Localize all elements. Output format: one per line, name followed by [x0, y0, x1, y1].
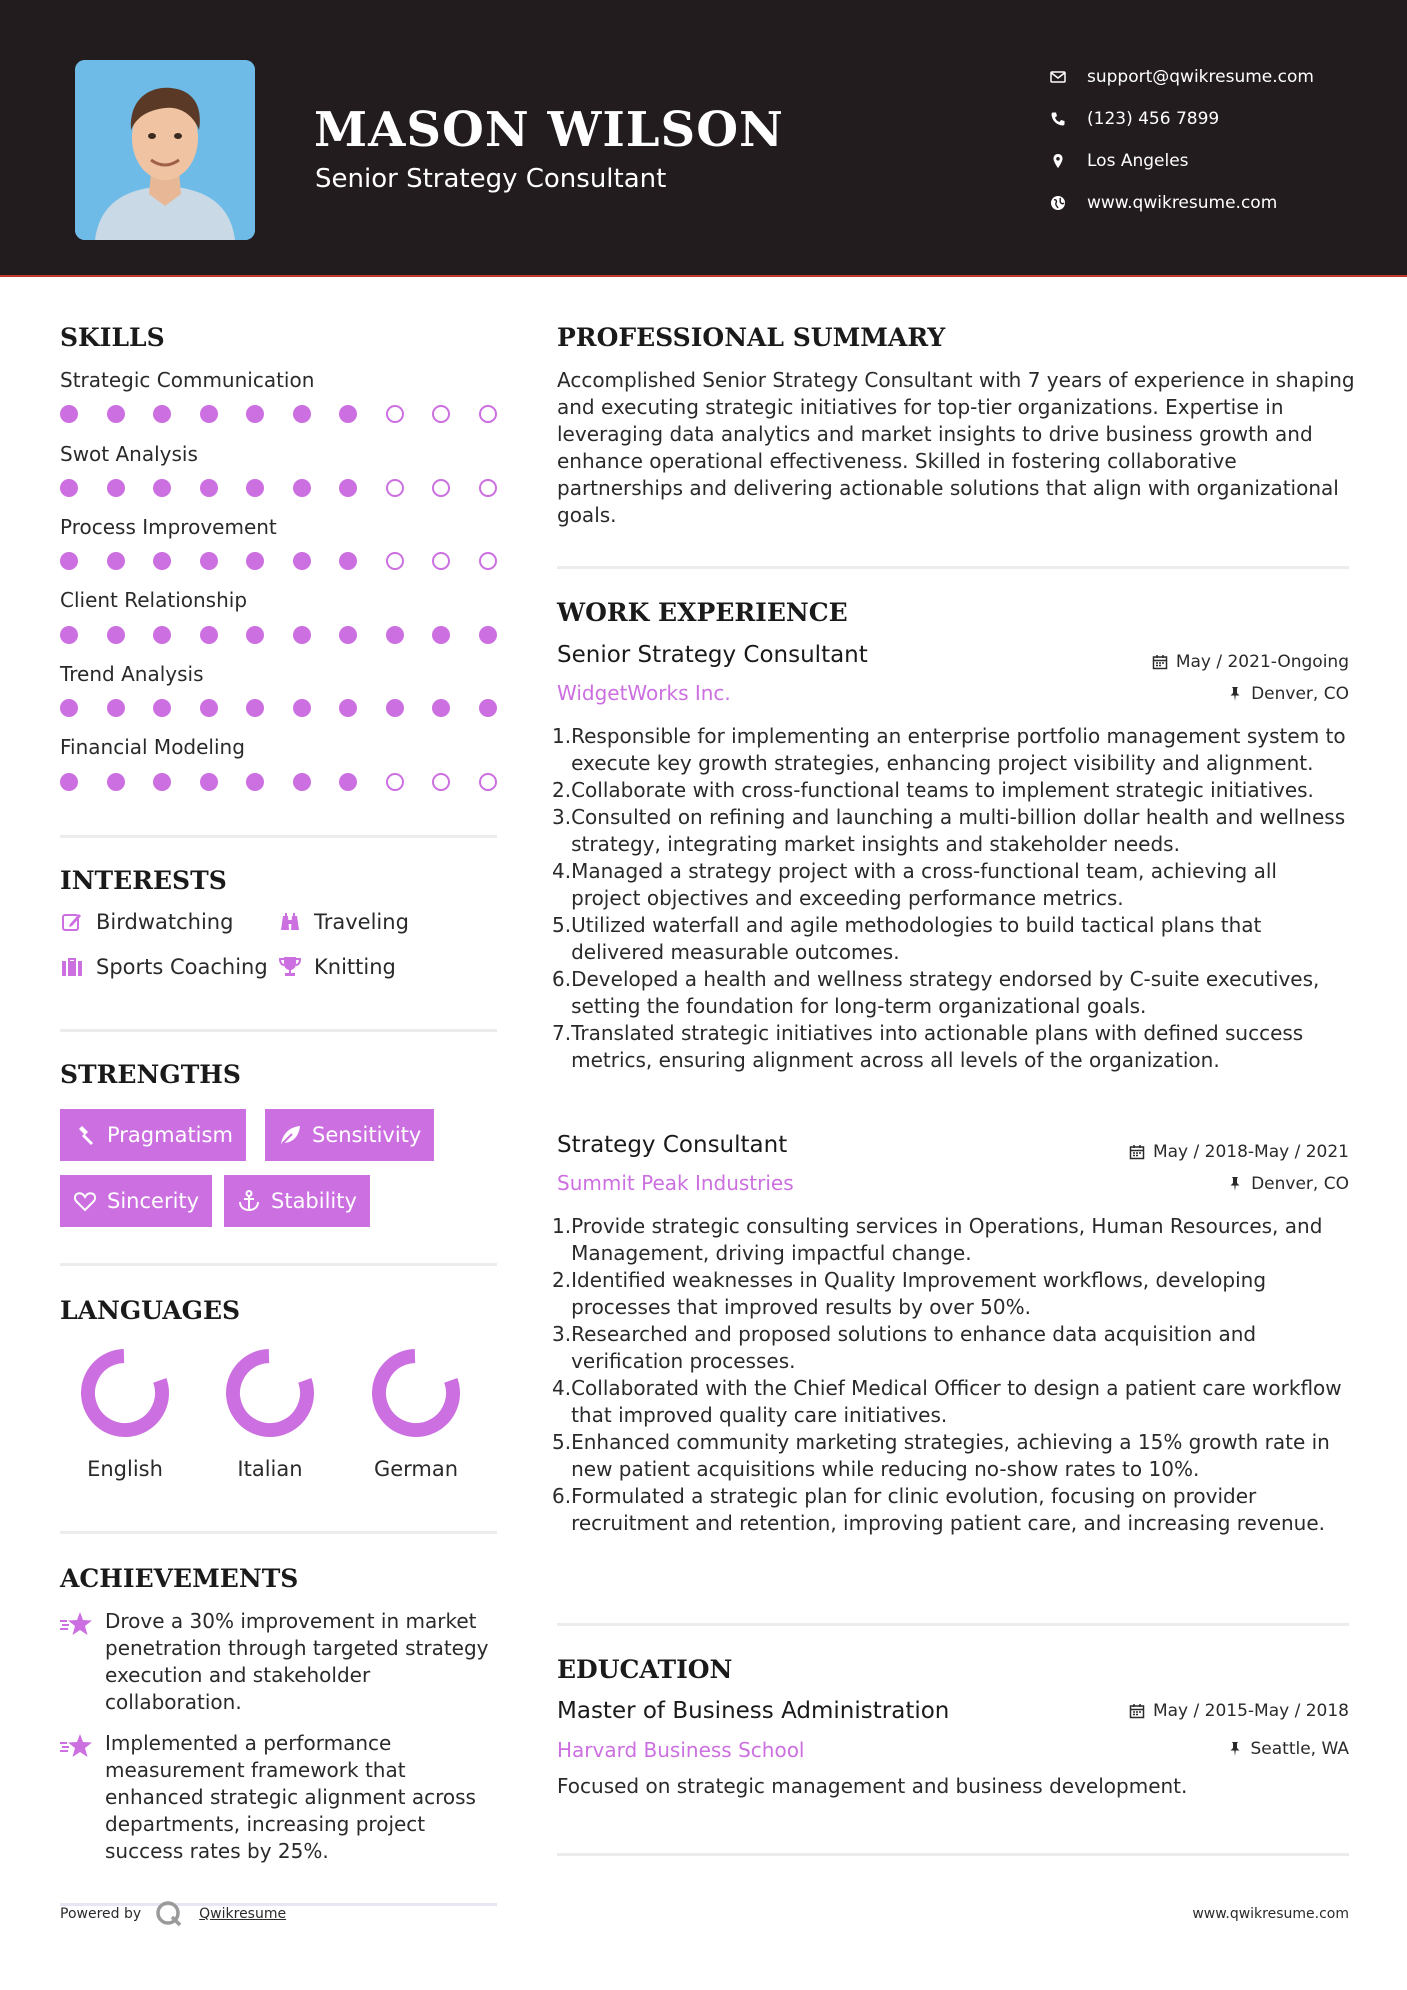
section-divider: [557, 1623, 1349, 1626]
candidate-title: Senior Strategy Consultant: [315, 164, 667, 194]
job-bullet: [552, 1483, 1352, 1537]
skill-rating: [60, 479, 500, 499]
job-location: [1227, 684, 1349, 704]
achievement-item: [60, 1730, 497, 1865]
language-item: [60, 1347, 190, 1481]
job-bullet: [552, 1020, 1352, 1074]
bullet-number: 5.: [552, 1430, 572, 1454]
rating-dot-filled: [339, 552, 357, 570]
rating-dot-filled: [107, 699, 125, 717]
company-name: WidgetWorks Inc.: [557, 681, 731, 705]
rating-dot-filled: [339, 773, 357, 791]
bullet-text: Translated strategic initiatives into actionable plans with defined success metrics, ensuring alignment across all levels of the organization.: [571, 1021, 1304, 1072]
rating-dot-empty: [386, 552, 404, 570]
section-divider: [60, 1263, 497, 1266]
achievement-text: Implemented a performance measurement framework that enhanced strategic alignment across departments, increasing project success rates by 25%.: [105, 1731, 476, 1863]
strength-tag: [60, 1109, 246, 1161]
pushpin-icon: [1227, 1741, 1243, 1757]
rating-dot-filled: [107, 405, 125, 423]
rating-dot-filled: [293, 773, 311, 791]
job-dates: [1152, 652, 1349, 672]
bullet-text: Managed a strategy project with a cross-functional team, achieving all project objectives and exceeding performance metrics.: [571, 859, 1277, 910]
education-heading: EDUCATION: [557, 1655, 733, 1684]
rating-dot-empty: [386, 405, 404, 423]
job-bullets: [552, 1213, 1352, 1537]
skill-name: Process Improvement: [60, 515, 277, 539]
rating-dot-filled: [339, 699, 357, 717]
rating-dot-filled: [153, 773, 171, 791]
contact-phone[interactable]: [1050, 98, 1390, 140]
skill-rating: [60, 699, 500, 719]
bullet-text: Researched and proposed solutions to enhance data acquisition and verification processes.: [571, 1322, 1257, 1373]
summary-text: Accomplished Senior Strategy Consultant with 7 years of experience in shaping and executing strategic initiatives for top-tier organizations. Expertise in leveraging data analytics and market insights to drive business growth and enhance operational effectiveness. Skilled in fostering collaborative partnerships and delivering actionable solutions that align with organizational goals.: [557, 368, 1355, 527]
rating-dot-filled: [293, 626, 311, 644]
language-proficiency-ring: [224, 1347, 316, 1439]
skill-name: Financial Modeling: [60, 735, 245, 759]
globe-icon: [1050, 195, 1087, 211]
skills-heading: SKILLS: [60, 323, 165, 352]
rating-dot-filled: [339, 479, 357, 497]
rating-dot-empty: [432, 479, 450, 497]
star-icon: [60, 1733, 93, 1759]
job-title: Senior Strategy Consultant: [557, 642, 868, 668]
job-dates: [1129, 1142, 1349, 1162]
job-dates-text: May / 2018-May / 2021: [1152, 1142, 1349, 1162]
rating-dot-filled: [293, 405, 311, 423]
rating-dot-filled: [60, 552, 78, 570]
bullet-number: 2.: [552, 778, 572, 802]
rating-dot-filled: [107, 552, 125, 570]
bullet-text: Identified weaknesses in Quality Improvement workflows, developing processes that improved results by over 50%.: [571, 1268, 1267, 1319]
section-divider: [557, 566, 1349, 569]
interest-label: Knitting: [314, 955, 396, 979]
bullet-text: Collaborate with cross-functional teams to implement strategic initiatives.: [571, 778, 1314, 802]
job-bullets: [552, 723, 1352, 1074]
bullet-text: Utilized waterfall and agile methodologies to build tactical plans that delivered measurable outcomes.: [571, 913, 1262, 964]
contact-list: [1050, 56, 1390, 224]
education-dates: [1129, 1701, 1349, 1721]
bullet-number: 2.: [552, 1268, 572, 1292]
education-description: Focused on strategic management and business development.: [557, 1774, 1188, 1798]
footer-url[interactable]: www.qwikresume.com: [1192, 1906, 1349, 1922]
interest-item: [278, 910, 409, 934]
bullet-number: 5.: [552, 913, 572, 937]
gavel-icon: [73, 1123, 97, 1147]
strength-label: Pragmatism: [107, 1123, 233, 1147]
pushpin-icon: [1227, 1176, 1243, 1192]
bullet-number: 4.: [552, 859, 572, 883]
calendar-icon: [1129, 1703, 1145, 1719]
bullet-number: 6.: [552, 967, 572, 991]
job-bullet: [552, 1429, 1352, 1483]
language-name: Italian: [237, 1457, 303, 1481]
profile-photo: [75, 60, 255, 240]
rating-dot-empty: [479, 479, 497, 497]
anchor-icon: [237, 1189, 261, 1213]
rating-dot-empty: [386, 479, 404, 497]
contact-website-text: www.qwikresume.com: [1087, 193, 1278, 213]
rating-dot-filled: [246, 626, 264, 644]
calendar-icon: [1129, 1144, 1145, 1160]
strength-label: Sincerity: [107, 1189, 200, 1213]
education-location: [1227, 1739, 1350, 1759]
language-proficiency-ring: [370, 1347, 462, 1439]
language-name: English: [87, 1457, 163, 1481]
bullet-number: 1.: [552, 1214, 572, 1238]
rating-dot-filled: [432, 626, 450, 644]
bullet-text: Provide strategic consulting services in Operations, Human Resources, and Management, driving impactful change.: [571, 1214, 1323, 1265]
rating-dot-filled: [293, 699, 311, 717]
rating-dot-empty: [386, 773, 404, 791]
interest-item: [60, 955, 268, 979]
bullet-number: 6.: [552, 1484, 572, 1508]
job-bullet: [552, 1267, 1352, 1321]
bullet-number: 4.: [552, 1376, 572, 1400]
skill-rating: [60, 552, 500, 572]
rating-dot-filled: [153, 479, 171, 497]
rating-dot-filled: [153, 405, 171, 423]
leaf-icon: [278, 1123, 302, 1147]
job-bullet: [552, 1321, 1352, 1375]
rating-dot-filled: [200, 773, 218, 791]
job-bullet: [552, 804, 1352, 858]
qwikresume-logo-icon: [155, 1900, 183, 1928]
contact-website[interactable]: [1050, 182, 1390, 224]
bullet-text: Enhanced community marketing strategies, achieving a 15% growth rate in new patient acquisitions while reducing no-show rates to 10%.: [571, 1430, 1330, 1481]
section-divider: [60, 1531, 497, 1534]
rating-dot-empty: [479, 552, 497, 570]
interest-label: Birdwatching: [96, 910, 234, 934]
interest-label: Sports Coaching: [96, 955, 268, 979]
strength-label: Sensitivity: [312, 1123, 422, 1147]
rating-dot-filled: [200, 552, 218, 570]
rating-dot-filled: [479, 699, 497, 717]
rating-dot-filled: [339, 405, 357, 423]
bullet-number: 7.: [552, 1021, 572, 1045]
summary-heading: PROFESSIONAL SUMMARY: [557, 323, 946, 352]
bullet-text: Developed a health and wellness strategy endorsed by C-suite executives, setting the foundation for long-term organizational goals.: [571, 967, 1320, 1018]
degree-title: Master of Business Administration: [557, 1698, 950, 1724]
section-divider: [60, 1029, 497, 1032]
skill-name: Swot Analysis: [60, 442, 198, 466]
job-location-text: Denver, CO: [1251, 1174, 1349, 1194]
proficiency-arc: [370, 1347, 462, 1439]
brand-link[interactable]: Qwikresume: [199, 1906, 287, 1922]
candidate-name: MASON WILSON: [314, 102, 784, 158]
rating-dot-filled: [153, 626, 171, 644]
bullet-number: 3.: [552, 805, 572, 829]
skill-name: Trend Analysis: [60, 662, 204, 686]
education-dates-text: May / 2015-May / 2018: [1152, 1701, 1349, 1721]
strength-tag: [60, 1175, 212, 1227]
interest-item: [278, 955, 396, 979]
achievement-item: [60, 1608, 497, 1716]
rating-dot-filled: [246, 405, 264, 423]
proficiency-arc: [79, 1347, 171, 1439]
contact-email[interactable]: [1050, 56, 1390, 98]
footer-powered-by: [60, 1900, 286, 1928]
rating-dot-filled: [200, 626, 218, 644]
language-name: German: [373, 1457, 459, 1481]
job-bullet: [552, 777, 1352, 804]
school-name: Harvard Business School: [557, 1738, 805, 1762]
rating-dot-filled: [293, 479, 311, 497]
job-bullet: [552, 723, 1352, 777]
contact-email-text: support@qwikresume.com: [1087, 67, 1314, 87]
star-icon: [60, 1611, 93, 1637]
language-item: [351, 1347, 481, 1481]
section-divider: [557, 1853, 1349, 1856]
strength-tag: [265, 1109, 434, 1161]
rating-dot-filled: [479, 626, 497, 644]
rating-dot-filled: [246, 479, 264, 497]
rating-dot-filled: [107, 626, 125, 644]
achievements-heading: ACHIEVEMENTS: [60, 1564, 299, 1593]
rating-dot-filled: [60, 479, 78, 497]
rating-dot-filled: [339, 626, 357, 644]
job-bullet: [552, 858, 1352, 912]
calendar-icon: [1152, 654, 1168, 670]
skill-rating: [60, 405, 500, 425]
bullet-text: Consulted on refining and launching a multi-billion dollar health and wellness strategy, integrating market insights and stakeholder needs.: [571, 805, 1346, 856]
languages-heading: LANGUAGES: [60, 1296, 241, 1325]
interest-item: [60, 910, 233, 934]
education-location-text: Seattle, WA: [1250, 1739, 1349, 1759]
briefcase-icon: [60, 955, 84, 979]
rating-dot-empty: [479, 405, 497, 423]
company-name: Summit Peak Industries: [557, 1171, 794, 1195]
rating-dot-filled: [60, 405, 78, 423]
language-proficiency-ring: [79, 1347, 171, 1439]
heart-icon: [73, 1189, 97, 1213]
job-bullet: [552, 1375, 1352, 1429]
contact-phone-text: (123) 456 7899: [1087, 109, 1220, 129]
skill-name: Strategic Communication: [60, 368, 315, 392]
rating-dot-empty: [479, 773, 497, 791]
rating-dot-filled: [107, 773, 125, 791]
trophy-icon: [278, 955, 302, 979]
rating-dot-empty: [432, 552, 450, 570]
language-item: [205, 1347, 335, 1481]
rating-dot-filled: [200, 405, 218, 423]
job-location-text: Denver, CO: [1251, 684, 1349, 704]
bullet-text: Collaborated with the Chief Medical Officer to design a patient care workflow that improved quality care initiatives.: [571, 1376, 1342, 1427]
map-pin-icon: [1050, 153, 1087, 169]
strength-tag: [224, 1175, 370, 1227]
pencil-icon: [60, 910, 84, 934]
job-bullet: [552, 966, 1352, 1020]
bullet-number: 1.: [552, 724, 572, 748]
strengths-heading: STRENGTHS: [60, 1060, 241, 1089]
achievement-text: Drove a 30% improvement in market penetration through targeted strategy execution and stakeholder collaboration.: [105, 1609, 489, 1714]
skill-rating: [60, 773, 500, 793]
rating-dot-filled: [60, 699, 78, 717]
powered-by-text: Powered by: [60, 1906, 142, 1922]
rating-dot-filled: [246, 699, 264, 717]
job-location: [1227, 1174, 1349, 1194]
job-bullet: [552, 1213, 1352, 1267]
phone-icon: [1050, 111, 1087, 127]
rating-dot-filled: [246, 552, 264, 570]
rating-dot-filled: [200, 699, 218, 717]
job-title: Strategy Consultant: [557, 1132, 788, 1158]
bullet-number: 3.: [552, 1322, 572, 1346]
pushpin-icon: [1227, 686, 1243, 702]
rating-dot-filled: [60, 626, 78, 644]
skill-rating: [60, 626, 500, 646]
rating-dot-empty: [432, 405, 450, 423]
rating-dot-filled: [153, 699, 171, 717]
rating-dot-empty: [432, 773, 450, 791]
contact-location-text: Los Angeles: [1087, 151, 1189, 171]
section-divider: [60, 835, 497, 838]
rating-dot-filled: [153, 552, 171, 570]
job-bullet: [552, 912, 1352, 966]
contact-location: [1050, 140, 1390, 182]
skill-name: Client Relationship: [60, 588, 248, 612]
rating-dot-filled: [60, 773, 78, 791]
bullet-text: Responsible for implementing an enterprise portfolio management system to execute key growth strategies, enhancing project visibility and alignment.: [571, 724, 1346, 775]
rating-dot-filled: [386, 699, 404, 717]
rating-dot-filled: [200, 479, 218, 497]
rating-dot-filled: [386, 626, 404, 644]
strength-label: Stability: [271, 1189, 357, 1213]
envelope-icon: [1050, 69, 1087, 85]
resume-header: [0, 0, 1407, 277]
experience-heading: WORK EXPERIENCE: [557, 598, 848, 627]
interest-label: Traveling: [314, 910, 409, 934]
binoculars-icon: [278, 910, 302, 934]
rating-dot-filled: [432, 699, 450, 717]
rating-dot-filled: [293, 552, 311, 570]
job-dates-text: May / 2021-Ongoing: [1175, 652, 1349, 672]
interests-heading: INTERESTS: [60, 866, 227, 895]
proficiency-arc: [224, 1347, 316, 1439]
bullet-text: Formulated a strategic plan for clinic evolution, focusing on provider recruitment and retention, improving patient care, and increasing revenue.: [571, 1484, 1326, 1535]
rating-dot-filled: [107, 479, 125, 497]
rating-dot-filled: [246, 773, 264, 791]
